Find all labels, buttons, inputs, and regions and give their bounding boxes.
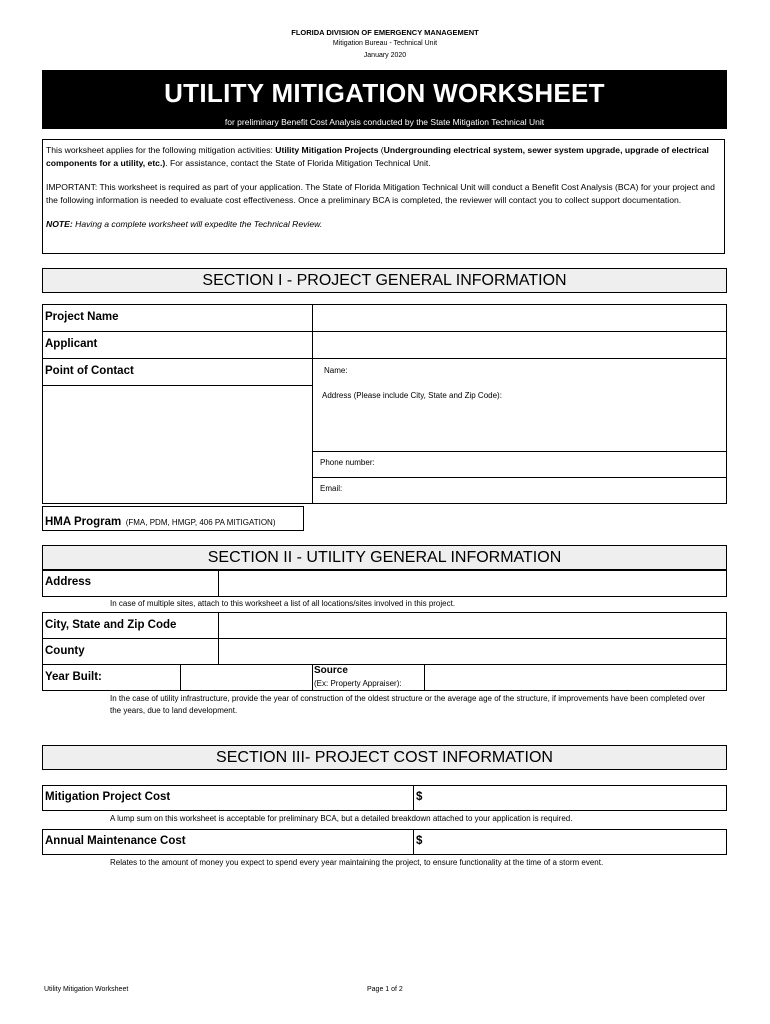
utility-address-label: Address: [45, 576, 92, 588]
intro-bold: Undergrounding electrical system, sewer system upgrade, upgrade of electrical components for a utility, etc.): [46, 145, 709, 168]
page-number: Page 1 of 2: [367, 986, 403, 993]
bureau-name: Mitigation Bureau - Technical Unit: [332, 40, 438, 47]
intro-paragraph-2: IMPORTANT: This worksheet is required as part of your application. The State of Florida Mitigation Technical Unit will conduct a Benefit Cost Analysis (BCA) for your project and the following information is needed to evaluate cost effectiveness. Once a preliminary BCA is completed, the reviewer will contact you to collect support documentation.: [46, 182, 715, 205]
intro-text: (: [378, 145, 384, 155]
point-of-contact-label: Point of Contact: [45, 365, 134, 377]
email-field[interactable]: [312, 477, 727, 504]
address-note: In case of multiple sites, attach to this worksheet a list of all locations/sites involved in this project.: [110, 599, 456, 608]
divider: [42, 385, 313, 386]
intro-text: . For assistance, contact the State of Florida Mitigation Technical Unit.: [165, 157, 431, 168]
city-state-zip-field[interactable]: [218, 612, 727, 639]
mitigation-cost-field[interactable]: [413, 785, 727, 811]
hma-program-row: [45, 512, 276, 530]
page-title: UTILITY MITIGATION WORKSHEET: [164, 78, 605, 108]
contact-name-label: Name:: [324, 366, 348, 375]
year-built-note: In the case of utility infrastructure, provide the year of construction of the oldest structure or the average age of the structure, if improvements have been completed over the years, due to land development.: [110, 694, 705, 715]
source-example: (Ex: Property Appraiser):: [314, 679, 402, 688]
applicant-field[interactable]: [312, 331, 727, 359]
dollar-sign: $: [416, 835, 423, 847]
city-state-zip-label: City, State and Zip Code: [45, 619, 177, 631]
year-built-label: Year Built:: [45, 671, 102, 683]
mitigation-cost-label: Mitigation Project Cost: [45, 791, 171, 803]
maintenance-note: Relates to the amount of money you expect to spend every year maintaining the project, to ensure functionality at the time of a storm event.: [110, 858, 604, 867]
email-label: Email:: [320, 484, 343, 493]
divider: [42, 331, 313, 332]
intro-bold: Utility Mitigation Projects: [275, 145, 379, 155]
section1-title: SECTION I - PROJECT GENERAL INFORMATION: [42, 268, 727, 293]
utility-address-field[interactable]: [218, 570, 727, 597]
intro-paragraph-1: [46, 144, 721, 169]
maintenance-cost-field[interactable]: [413, 829, 727, 855]
divider: [42, 358, 313, 359]
page-subtitle: for preliminary Benefit Cost Analysis conducted by the State Mitigation Technical Unit: [224, 117, 545, 127]
intro-text: This worksheet applies for the following mitigation activities:: [46, 145, 276, 155]
year-built-field[interactable]: [180, 664, 313, 691]
phone-label: Phone number:: [320, 458, 375, 467]
hma-program-label: HMA Program: [45, 516, 122, 528]
note-label: NOTE:: [46, 219, 73, 229]
cost-note: A lump sum on this worksheet is acceptable for preliminary BCA, but a detailed breakdown attached to your application is required.: [110, 814, 573, 823]
applicant-label: Applicant: [45, 338, 98, 350]
county-field[interactable]: [218, 638, 727, 665]
maintenance-cost-label: Annual Maintenance Cost: [45, 835, 186, 847]
title-banner: [42, 70, 727, 129]
dollar-sign: $: [416, 791, 423, 803]
county-label: County: [45, 645, 85, 657]
project-name-label: Project Name: [45, 311, 119, 323]
contact-name-address-field[interactable]: [312, 358, 727, 452]
section3-title: SECTION III- PROJECT COST INFORMATION: [42, 745, 727, 770]
section2-title: SECTION II - UTILITY GENERAL INFORMATION: [42, 545, 727, 570]
contact-address-label: Address (Please include City, State and Zip Code):: [322, 391, 502, 400]
source-label: Source: [314, 665, 348, 676]
org-name: FLORIDA DIVISION OF EMERGENCY MANAGEMENT: [291, 28, 479, 37]
source-field[interactable]: [424, 664, 727, 691]
intro-note: [46, 218, 721, 231]
project-name-field[interactable]: [312, 304, 727, 332]
note-text: Having a complete worksheet will expedite the Technical Review.: [72, 219, 323, 229]
section1-label-column: [42, 304, 313, 504]
intro-box: [42, 139, 725, 254]
footer-doc-name: Utility Mitigation Worksheet: [44, 986, 129, 993]
doc-date: January 2020: [363, 52, 407, 59]
hma-program-options: (FMA, PDM, HMGP, 406 PA MITIGATION): [125, 518, 276, 527]
